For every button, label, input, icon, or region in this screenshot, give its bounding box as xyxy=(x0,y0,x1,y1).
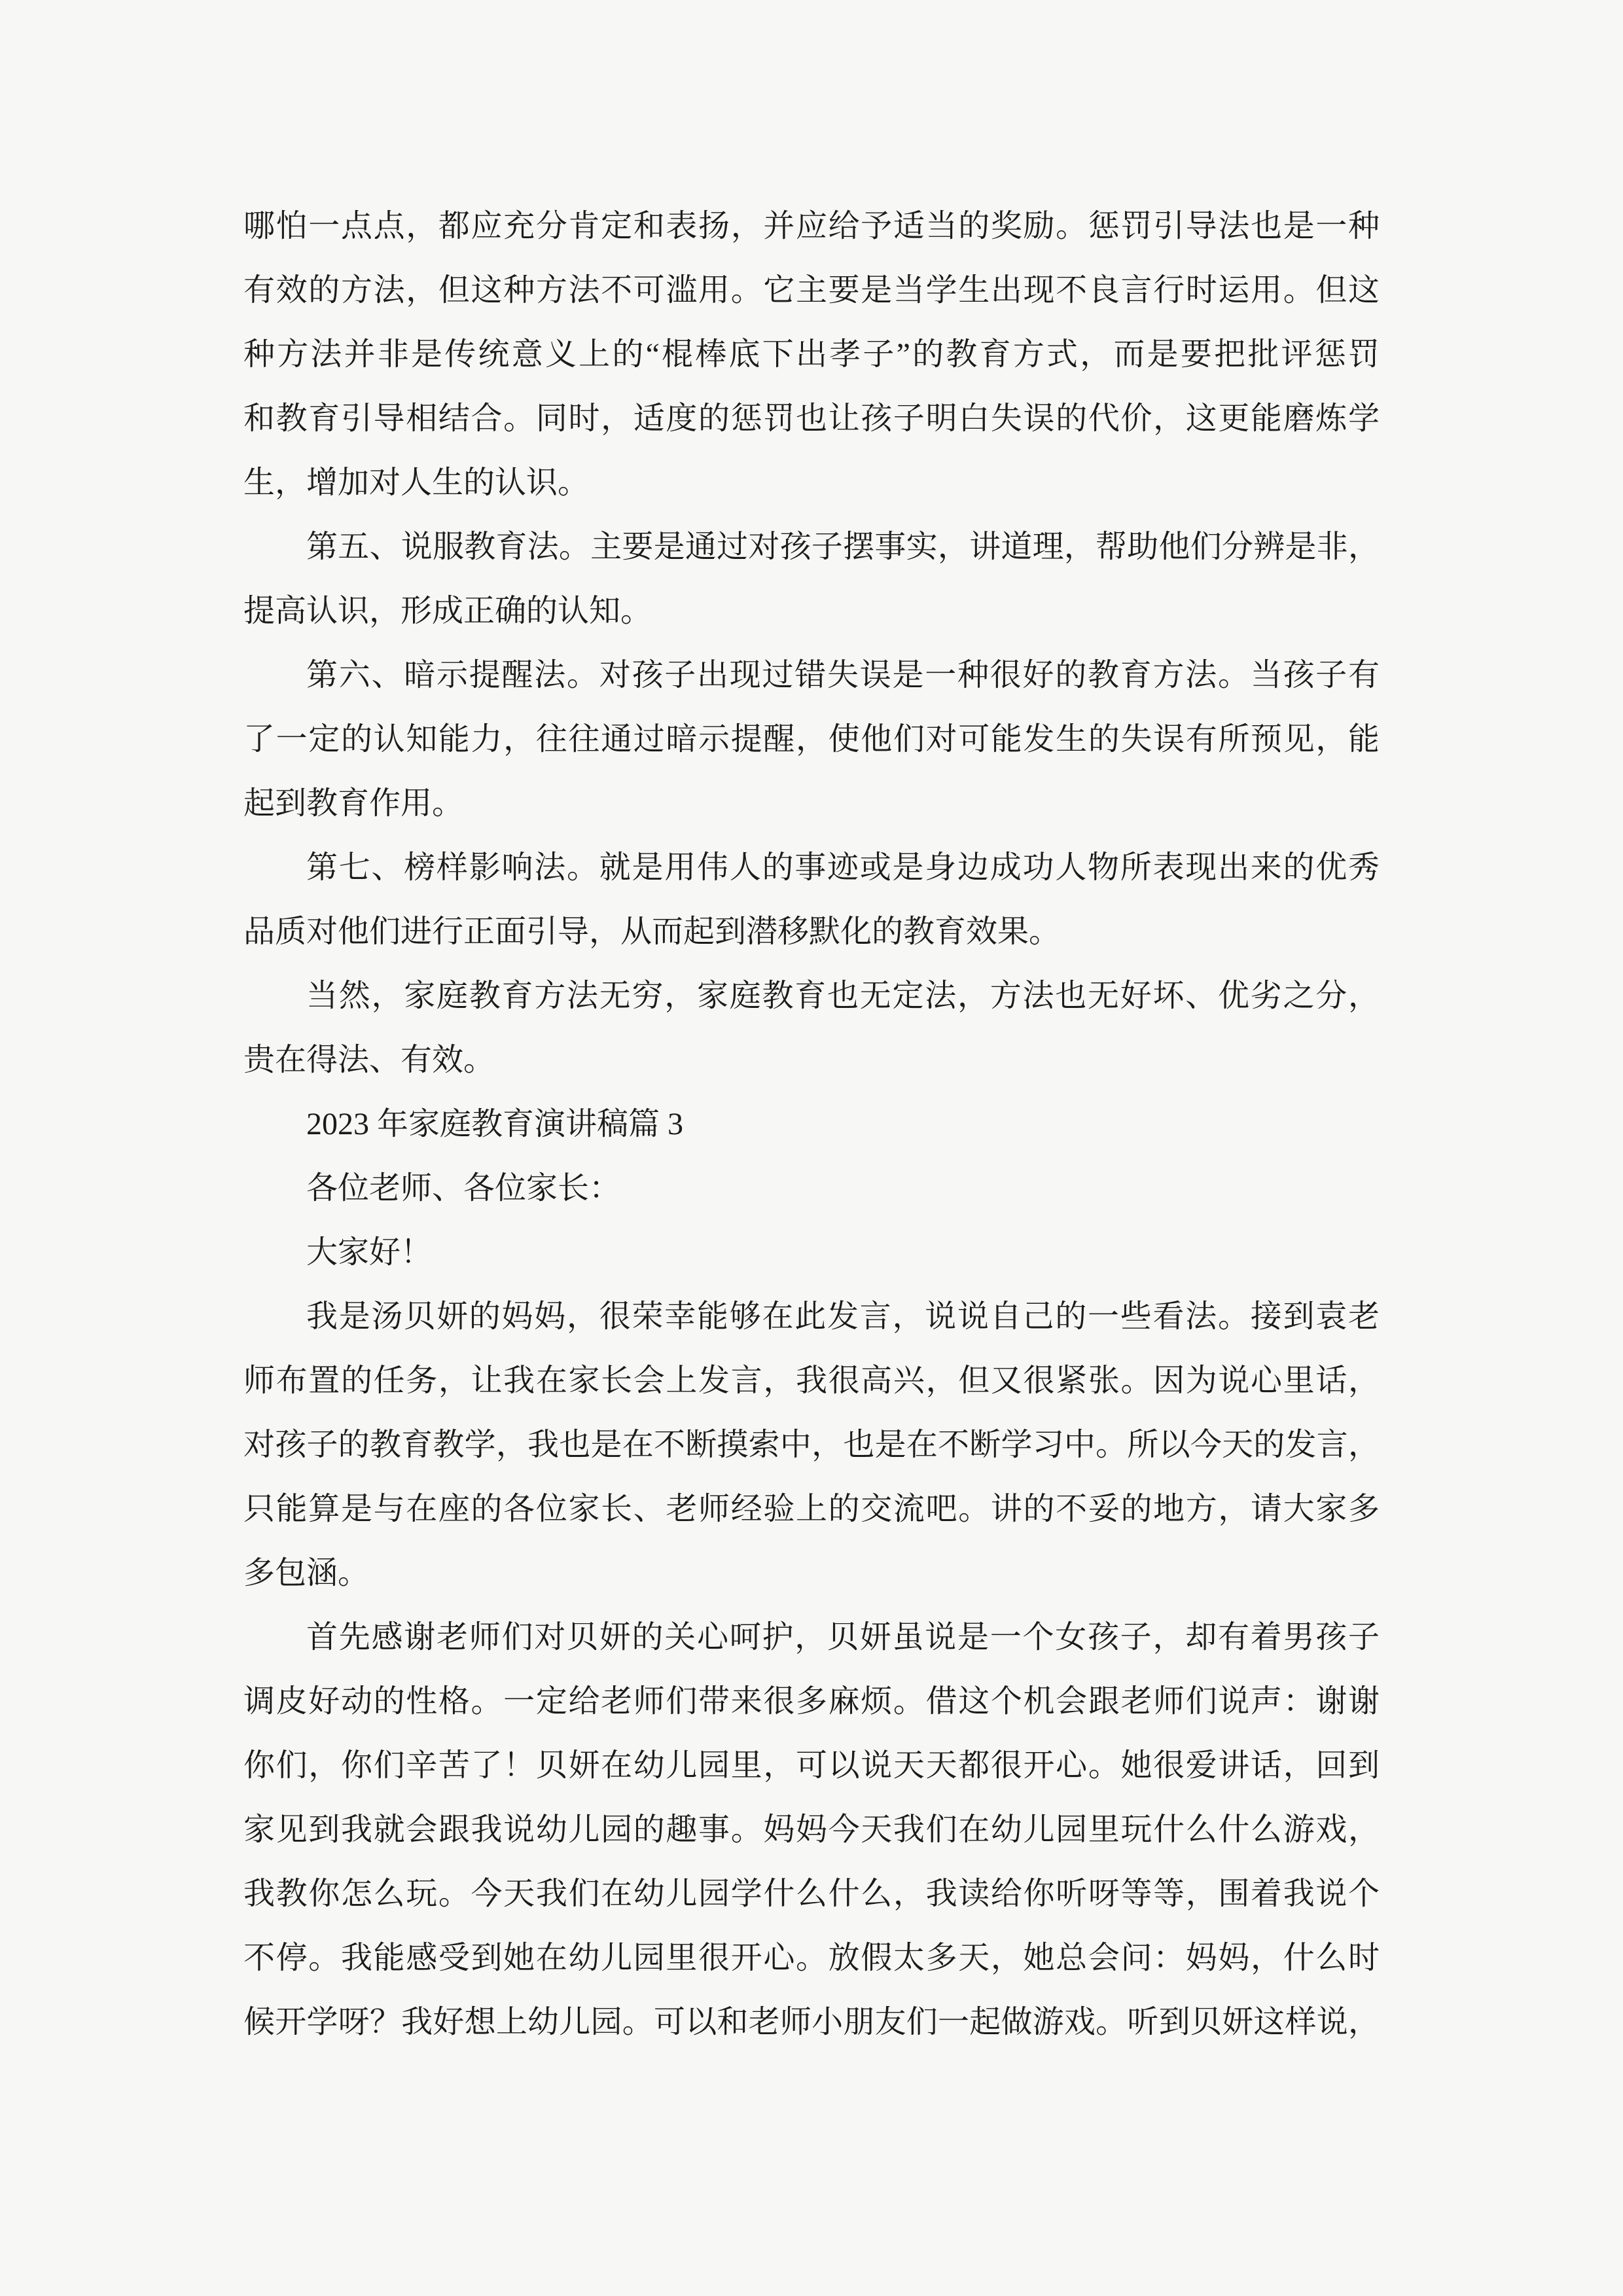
text-line: 你们，你们辛苦了！贝妍在幼儿园里，可以说天天都很开心。她很爱讲话，回到 xyxy=(243,1748,1380,1783)
text-line: 家见到我就会跟我说幼儿园的趣事。妈妈今天我们在幼儿园里玩什么什么游戏， xyxy=(243,1812,1380,1847)
text-line: 候开学呀？我好想上幼儿园。可以和老师小朋友们一起做游戏。听到贝妍这样说， xyxy=(243,2005,1380,2039)
text-line: 调皮好动的性格。一定给老师们带来很多麻烦。借这个机会跟老师们说声：谢谢 xyxy=(243,1684,1380,1719)
text-line: 贵在得法、有效。 xyxy=(243,1043,495,1077)
text-line: 第五、说服教育法。主要是通过对孩子摆事实，讲道理，帮助他们分辨是非， xyxy=(306,529,1380,564)
text-line: 和教育引导相结合。同时，适度的惩罚也让孩子明白失误的代价，这更能磨炼学 xyxy=(243,401,1380,436)
text-line: 生，增加对人生的认识。 xyxy=(243,465,590,500)
text-line: 2023 年家庭教育演讲稿篇 3 xyxy=(306,1107,684,1141)
text-line: 首先感谢老师们对贝妍的关心呵护，贝妍虽说是一个女孩子，却有着男孩子 xyxy=(306,1620,1380,1655)
text-line: 各位老师、各位家长： xyxy=(306,1171,621,1206)
text-line: 种方法并非是传统意义上的“棍棒底下出孝子”的教育方式，而是要把批评惩罚 xyxy=(243,337,1380,372)
text-line: 当然，家庭教育方法无穷，家庭教育也无定法，方法也无好坏、优劣之分， xyxy=(306,978,1380,1013)
text-block xyxy=(243,194,1380,2054)
text-line: 起到教育作用。 xyxy=(243,786,464,821)
text-line: 大家好！ xyxy=(306,1235,433,1270)
text-line: 我是汤贝妍的妈妈，很荣幸能够在此发言，说说自己的一些看法。接到袁老 xyxy=(306,1299,1380,1334)
text-line: 师布置的任务，让我在家长会上发言，我很高兴，但又很紧张。因为说心里话， xyxy=(243,1363,1380,1398)
text-line: 不停。我能感受到她在幼儿园里很开心。放假太多天，她总会问：妈妈，什么时 xyxy=(243,1941,1380,1975)
text-line: 只能算是与在座的各位家长、老师经验上的交流吧。讲的不妥的地方，请大家多 xyxy=(243,1492,1380,1526)
text-line: 了一定的认知能力，往往通过暗示提醒，使他们对可能发生的失误有所预见，能 xyxy=(243,722,1380,757)
text-line: 哪怕一点点，都应充分肯定和表扬，并应给予适当的奖励。惩罚引导法也是一种 xyxy=(243,209,1380,243)
text-line: 第六、暗示提醒法。对孩子出现过错失误是一种很好的教育方法。当孩子有 xyxy=(306,658,1380,692)
text-line: 对孩子的教育教学，我也是在不断摸索中，也是在不断学习中。所以今天的发言， xyxy=(243,1427,1380,1462)
text-line: 提高认识，形成正确的认知。 xyxy=(243,594,652,628)
text-line: 多包涵。 xyxy=(243,1556,370,1590)
text-line: 我教你怎么玩。今天我们在幼儿园学什么什么，我读给你听呀等等，围着我说个 xyxy=(243,1876,1380,1911)
text-line: 有效的方法，但这种方法不可滥用。它主要是当学生出现不良言行时运用。但这 xyxy=(243,273,1380,308)
text-line: 品质对他们进行正面引导，从而起到潜移默化的教育效果。 xyxy=(243,914,1061,949)
text-line: 第七、榜样影响法。就是用伟人的事迹或是身边成功人物所表现出来的优秀 xyxy=(306,850,1380,885)
